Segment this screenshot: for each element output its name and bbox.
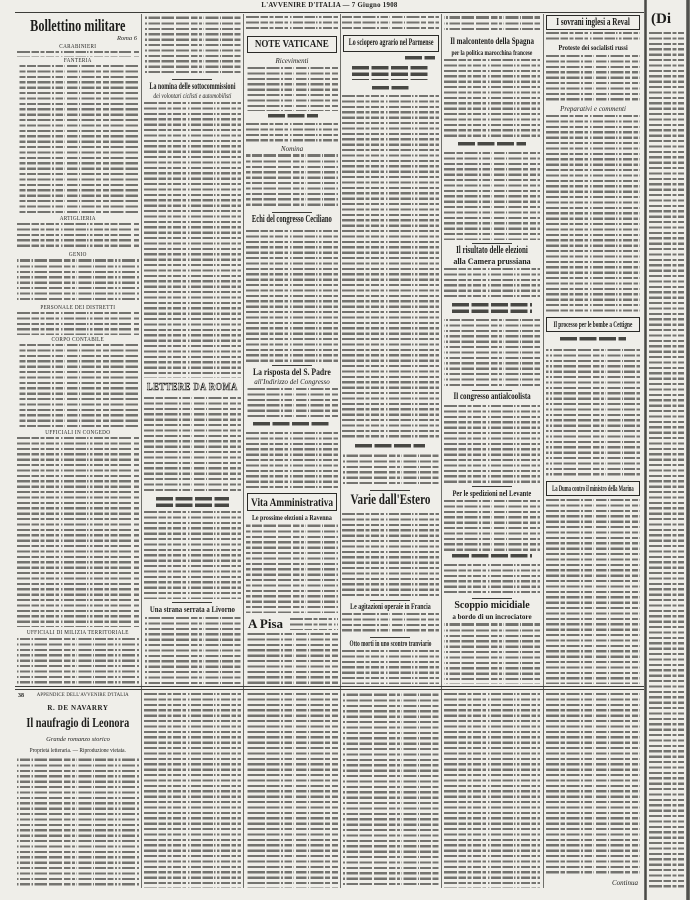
- article-body-text: [144, 511, 241, 599]
- article-body-text: [246, 388, 338, 419]
- article-body-text: [17, 637, 139, 684]
- column-rule: [141, 14, 142, 888]
- article-body-text: [444, 318, 540, 387]
- article-body-text: [17, 259, 139, 303]
- section-divider: [472, 390, 512, 391]
- article-body-text: [17, 65, 139, 214]
- appendice-rule: [15, 686, 644, 687]
- appendice-number: 38: [18, 693, 24, 699]
- article-body-text: [246, 633, 338, 684]
- article-body-text: [342, 454, 439, 487]
- illegible-subhead: [560, 337, 626, 343]
- column-rule: [243, 14, 244, 888]
- cettigne-heading: Il processo per le bombe a Cettigne: [553, 319, 633, 329]
- incrociatore-subheading: a bordo di un incrociatore: [452, 612, 532, 621]
- illegible-subhead: [268, 114, 318, 119]
- note-vaticane-heading: NOTE VATICANE: [254, 38, 329, 50]
- bollettino-dateline: Roma 6: [116, 35, 137, 42]
- section-fanteria: FANTERIA: [63, 57, 92, 64]
- bollettino-heading: Bollettino militare: [30, 16, 126, 35]
- sottocommissioni-heading: La nomina delle sottocommissioni: [149, 81, 236, 91]
- masthead-rule: [15, 12, 644, 13]
- article-body-text: [546, 115, 640, 313]
- article-body-text: [546, 348, 640, 477]
- article-body-text: [546, 499, 640, 684]
- article-body-text: [342, 95, 439, 440]
- article-body-text: [246, 123, 338, 143]
- article-body-text: [546, 32, 640, 42]
- article-body-text: [342, 513, 439, 597]
- section-divider: [272, 212, 312, 213]
- duma-heading: La Duma contro il ministro della Marina: [552, 483, 634, 493]
- article-body-text: [290, 618, 338, 630]
- appendice-genre: Grande romanzo storico: [46, 736, 110, 743]
- illegible-headline: [458, 142, 526, 148]
- antialcoolista-heading: Il congresso antialcoolista: [453, 392, 531, 402]
- section-divider: [172, 602, 212, 603]
- illegible-headline: [452, 303, 532, 314]
- article-body-text: [444, 405, 540, 483]
- appendice-rights: Proprietà letteraria. — Riproduzione vietata.: [29, 748, 126, 754]
- article-body-text: [546, 55, 640, 103]
- article-body-text: [342, 16, 439, 32]
- spagna-subheading: per la politica marocchina francese: [451, 48, 533, 57]
- novel-body-text: [444, 693, 540, 888]
- illegible-subhead: [372, 86, 410, 90]
- article-body-text: [444, 16, 540, 33]
- section-divider: [370, 490, 410, 491]
- section-milizia-territoriale: UFFICIALI DI MILIZIA TERRITORIALE: [26, 629, 129, 636]
- appendice-rule: [15, 689, 644, 690]
- lettere-da-roma-heading: LETTERE DA ROMA: [147, 382, 238, 393]
- section-ufficiali-congedo: UFFICIALI IN CONGEDO: [45, 429, 111, 436]
- varie-estero-heading: Varie dall'Estero: [350, 492, 431, 508]
- article-body-text: [144, 397, 241, 494]
- article-body-text: [342, 650, 439, 684]
- article-body-text: [246, 432, 338, 488]
- novel-body-text: [246, 693, 338, 888]
- appendice-label: APPENDICE DELL'AVVENIRE D'ITALIA: [36, 692, 129, 698]
- sottocommissioni-subheading: dei volontari ciclisti e automobilisti: [153, 92, 232, 100]
- pisa-heading: A Pisa: [248, 616, 284, 631]
- article-body-text: [144, 102, 241, 378]
- vita-amministrativa-box: [247, 493, 337, 511]
- article-body-text: [444, 268, 540, 300]
- illegible-headline: [156, 497, 229, 507]
- article-body-text: [444, 59, 540, 139]
- article-body-text: [17, 312, 139, 335]
- article-body-text: [246, 524, 338, 613]
- novel-body-text: [17, 758, 139, 888]
- article-body-text: [444, 623, 540, 684]
- section-divider: [370, 637, 410, 638]
- column-rule: [340, 14, 341, 888]
- next-page-body-text: [649, 32, 684, 888]
- vita-amministrativa-heading: Vita Amministrativa: [251, 495, 334, 509]
- section-divider: [370, 600, 410, 601]
- section-divider: [472, 243, 512, 244]
- levante-heading: Per le spedizioni nel Levante: [452, 488, 532, 498]
- illegible-headline: [452, 554, 532, 560]
- section-genio: GENIO: [68, 251, 87, 258]
- article-body-text: [17, 344, 139, 428]
- risposta-padre-subheading: all'Indirizzo del Congresso: [254, 378, 330, 386]
- section-carabinieri: CARABINIERI: [59, 43, 97, 50]
- elezioni-ravenna-subheading: Le prossime elezioni a Ravenna: [251, 514, 332, 522]
- cettigne-box: [546, 317, 640, 332]
- incrociatore-heading: Scoppio micidiale: [454, 600, 530, 611]
- reval-box: [546, 15, 640, 30]
- illegible-subhead: [352, 66, 429, 80]
- article-body-text: [444, 152, 540, 240]
- congresso-ceciliano-heading: Echi del congresso Ceciliano: [251, 214, 332, 225]
- sciopero-heading: Lo sciopero agrario nel Parmense: [348, 38, 434, 48]
- article-body-text: [444, 500, 540, 551]
- next-page-heading-fragment: (Di: [651, 11, 671, 27]
- elezioni-prussiane-heading: Il risultato delle elezioni: [456, 245, 528, 256]
- illegible-headline: [253, 422, 331, 428]
- appendice-title: Il naufragio di Leonora: [26, 715, 130, 730]
- novel-body-text: [342, 693, 439, 888]
- masthead-title: L'AVVENIRE D'ITALIA — 7 Giugno 1908: [261, 2, 398, 9]
- article-body-text: [144, 16, 241, 76]
- scan-edge-shadow: [686, 0, 690, 900]
- article-body-text: [144, 616, 241, 684]
- article-body-text: [17, 223, 139, 250]
- note-vaticane-subhead-nomina: Nomina: [280, 145, 304, 153]
- novel-body-text: [144, 693, 241, 888]
- section-personale-distretti: PERSONALE DEI DISTRETTI: [40, 304, 116, 311]
- column-rule: [441, 14, 442, 888]
- reval-subhead-proteste: Proteste dei socialisti russi: [558, 44, 628, 52]
- article-body-text: [246, 67, 338, 111]
- illegible-headline: [355, 444, 425, 450]
- article-body-text: [17, 437, 139, 627]
- scontro-tranviario-heading: Otto morti in uno scontro tranviario: [349, 639, 432, 648]
- novel-body-text: [546, 693, 640, 876]
- appendice-continued: Continua: [611, 879, 638, 887]
- column-rule: [543, 14, 544, 888]
- appendice-author: R. DE NAVARRY: [47, 704, 109, 712]
- page-gutter-shadow: [644, 0, 647, 900]
- reval-heading: I sovrani inglesi a Reval: [556, 17, 630, 28]
- elezioni-prussiane-subheading: alla Camera prussiana: [453, 257, 531, 266]
- spagna-heading: Il malcontento della Spagna: [450, 37, 534, 47]
- article-body-text: [246, 16, 338, 32]
- agitazioni-francia-heading: Le agitazioni operaie in Francia: [350, 602, 431, 611]
- section-artiglieria: ARTIGLIERIA: [59, 215, 96, 222]
- sciopero-box: [343, 35, 439, 52]
- illegible-dateline: [405, 56, 435, 60]
- article-body-text: [246, 230, 338, 363]
- reval-subhead-preparativi: Preparativi e commenti: [560, 105, 626, 113]
- note-vaticane-box: [247, 36, 337, 53]
- section-corpo-contabile: CORPO CONTABILE: [51, 336, 105, 343]
- section-divider: [472, 486, 512, 487]
- section-divider: [172, 79, 212, 80]
- article-body-text: [342, 613, 439, 634]
- article-body-text: [246, 154, 338, 209]
- duma-box: [546, 481, 640, 496]
- section-divider: [472, 598, 512, 599]
- section-divider: [272, 365, 312, 366]
- risposta-padre-heading: La risposta del S. Padre: [252, 367, 331, 377]
- note-vaticane-subhead-ricevimenti: Ricevimenti: [275, 57, 309, 65]
- article-body-text: [444, 564, 540, 595]
- livorno-heading: Una strana serrata a Livorno: [149, 604, 235, 614]
